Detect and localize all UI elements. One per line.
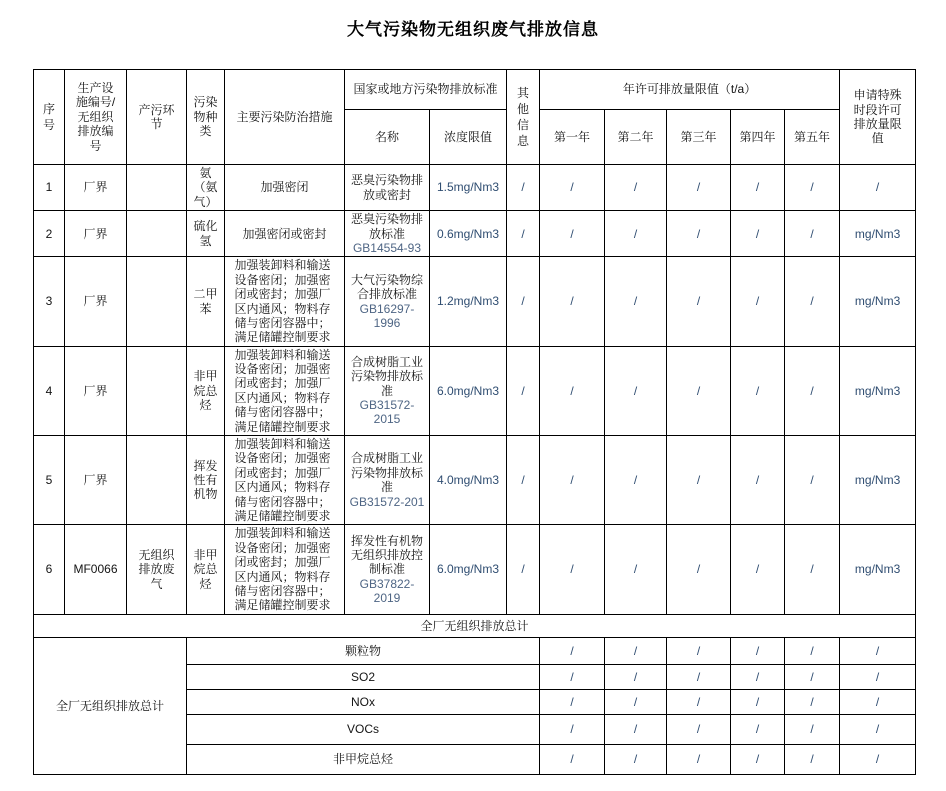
summary-value: / xyxy=(785,744,840,774)
summary-value: / xyxy=(667,664,731,689)
summary-value: / xyxy=(840,744,916,774)
header-standard-group: 国家或地方污染物排放标准 xyxy=(345,70,507,110)
header-row-1 xyxy=(34,70,916,110)
emissions-table xyxy=(33,69,916,775)
cell-standard: 恶臭污染物排放或密封 xyxy=(345,165,430,211)
cell-other: / xyxy=(507,346,540,435)
cell-pollutant: 挥发性有机物 xyxy=(187,436,225,525)
cell-year1: / xyxy=(540,257,605,346)
header-measures: 主要污染防治措施 xyxy=(225,70,345,165)
header-year-3: 第三年 xyxy=(667,110,731,165)
summary-label: 全厂无组织排放总计 xyxy=(34,637,187,774)
header-pollutant: 污染物种类 xyxy=(187,70,225,165)
cell-year1: / xyxy=(540,211,605,257)
summary-value: / xyxy=(540,637,605,664)
summary-value: / xyxy=(840,637,916,664)
cell-pollutant: 氨（氨气） xyxy=(187,165,225,211)
summary-pollutant: NOx xyxy=(187,689,540,714)
cell-year2: / xyxy=(605,525,667,614)
cell-special: mg/Nm3 xyxy=(840,257,916,346)
cell-standard: 挥发性有机物无组织排放控制标准 GB37822-2019 xyxy=(345,525,430,614)
cell-year3: / xyxy=(667,346,731,435)
cell-limit: 6.0mg/Nm3 xyxy=(430,525,507,614)
cell-year1: / xyxy=(540,165,605,211)
cell-stage xyxy=(127,211,187,257)
header-stage: 产污环节 xyxy=(127,70,187,165)
page-title: 大气污染物无组织废气排放信息 xyxy=(347,20,599,39)
table-row xyxy=(34,257,916,346)
cell-standard: 合成树脂工业污染物排放标准 GB31572-201 xyxy=(345,436,430,525)
cell-year2: / xyxy=(605,165,667,211)
cell-other: / xyxy=(507,165,540,211)
header-year-5: 第五年 xyxy=(785,110,840,165)
cell-measures: 加强装卸料和输送设备密闭；加强密闭或密封；加强厂区内通风；物料存储与密闭容器中；满足储罐控制要求 xyxy=(225,436,345,525)
cell-other: / xyxy=(507,525,540,614)
summary-value: / xyxy=(731,744,785,774)
cell-facility: 厂界 xyxy=(65,346,127,435)
cell-pollutant: 二甲苯 xyxy=(187,257,225,346)
cell-year4: / xyxy=(731,436,785,525)
cell-no: 5 xyxy=(34,436,65,525)
cell-limit: 0.6mg/Nm3 xyxy=(430,211,507,257)
header-other-info: 其他信息 xyxy=(507,70,540,165)
summary-value: / xyxy=(785,714,840,744)
table-row xyxy=(34,525,916,614)
summary-value: / xyxy=(731,689,785,714)
cell-limit: 6.0mg/Nm3 xyxy=(430,346,507,435)
cell-other: / xyxy=(507,257,540,346)
summary-value: / xyxy=(785,664,840,689)
summary-value: / xyxy=(667,714,731,744)
cell-standard: 恶臭污染物排放标准 GB14554-93 xyxy=(345,211,430,257)
summary-value: / xyxy=(840,714,916,744)
header-special: 申请特殊时段许可排放量限值 xyxy=(840,70,916,165)
cell-special: mg/Nm3 xyxy=(840,436,916,525)
table-row xyxy=(34,211,916,257)
summary-value: / xyxy=(605,744,667,774)
cell-no: 4 xyxy=(34,346,65,435)
cell-year4: / xyxy=(731,257,785,346)
summary-value: / xyxy=(605,664,667,689)
cell-year3: / xyxy=(667,257,731,346)
cell-year2: / xyxy=(605,257,667,346)
cell-other: / xyxy=(507,211,540,257)
header-year-4: 第四年 xyxy=(731,110,785,165)
cell-year5: / xyxy=(785,165,840,211)
cell-limit: 1.2mg/Nm3 xyxy=(430,257,507,346)
header-standard-name: 名称 xyxy=(345,110,430,165)
cell-year1: / xyxy=(540,346,605,435)
cell-stage xyxy=(127,436,187,525)
cell-pollutant: 非甲烷总烃 xyxy=(187,525,225,614)
table-row xyxy=(34,436,916,525)
header-year-2: 第二年 xyxy=(605,110,667,165)
cell-year3: / xyxy=(667,525,731,614)
cell-facility: 厂界 xyxy=(65,211,127,257)
summary-value: / xyxy=(840,689,916,714)
cell-limit: 1.5mg/Nm3 xyxy=(430,165,507,211)
summary-value: / xyxy=(540,744,605,774)
cell-limit: 4.0mg/Nm3 xyxy=(430,436,507,525)
cell-year5: / xyxy=(785,257,840,346)
header-no: 序号 xyxy=(34,70,65,165)
cell-pollutant: 硫化氢 xyxy=(187,211,225,257)
cell-year4: / xyxy=(731,525,785,614)
summary-value: / xyxy=(785,689,840,714)
summary-pollutant: 非甲烷总烃 xyxy=(187,744,540,774)
summary-value: / xyxy=(667,637,731,664)
cell-year1: / xyxy=(540,436,605,525)
cell-year1: / xyxy=(540,525,605,614)
table-row xyxy=(34,346,916,435)
summary-row xyxy=(34,637,916,664)
summary-pollutant: 颗粒物 xyxy=(187,637,540,664)
header-limit: 浓度限值 xyxy=(430,110,507,165)
cell-no: 2 xyxy=(34,211,65,257)
cell-no: 3 xyxy=(34,257,65,346)
header-annual-group: 年许可排放量限值（t/a） xyxy=(540,70,840,110)
cell-year3: / xyxy=(667,436,731,525)
cell-year2: / xyxy=(605,211,667,257)
cell-pollutant: 非甲烷总烃 xyxy=(187,346,225,435)
cell-special: mg/Nm3 xyxy=(840,346,916,435)
cell-special: / xyxy=(840,165,916,211)
table-row xyxy=(34,165,916,211)
cell-measures: 加强装卸料和输送设备密闭；加强密闭或密封；加强厂区内通风；物料存储与密闭容器中；满足储罐控制要求 xyxy=(225,257,345,346)
cell-special: mg/Nm3 xyxy=(840,211,916,257)
summary-value: / xyxy=(605,689,667,714)
summary-value: / xyxy=(540,664,605,689)
cell-facility: 厂界 xyxy=(65,436,127,525)
cell-year5: / xyxy=(785,436,840,525)
cell-year2: / xyxy=(605,346,667,435)
summary-value: / xyxy=(667,689,731,714)
cell-special: mg/Nm3 xyxy=(840,525,916,614)
summary-value: / xyxy=(605,637,667,664)
header-year-1: 第一年 xyxy=(540,110,605,165)
total-row-label: 全厂无组织排放总计 xyxy=(34,614,916,637)
cell-year5: / xyxy=(785,346,840,435)
cell-year4: / xyxy=(731,165,785,211)
cell-stage xyxy=(127,257,187,346)
summary-value: / xyxy=(731,664,785,689)
cell-measures: 加强密闭 xyxy=(225,165,345,211)
cell-year4: / xyxy=(731,211,785,257)
cell-stage xyxy=(127,346,187,435)
cell-standard: 大气污染物综合排放标准 GB16297-1996 xyxy=(345,257,430,346)
summary-value: / xyxy=(540,714,605,744)
cell-stage: 无组织排放废气 xyxy=(127,525,187,614)
cell-facility: 厂界 xyxy=(65,257,127,346)
cell-standard: 合成树脂工业污染物排放标准 GB31572-2015 xyxy=(345,346,430,435)
summary-value: / xyxy=(731,714,785,744)
header-facility: 生产设施编号/无组织排放编号 xyxy=(65,70,127,165)
summary-value: / xyxy=(731,637,785,664)
summary-value: / xyxy=(540,689,605,714)
summary-value: / xyxy=(785,637,840,664)
cell-measures: 加强密闭或密封 xyxy=(225,211,345,257)
summary-pollutant: SO2 xyxy=(187,664,540,689)
cell-year3: / xyxy=(667,211,731,257)
cell-year4: / xyxy=(731,346,785,435)
cell-no: 1 xyxy=(34,165,65,211)
cell-facility: MF0066 xyxy=(65,525,127,614)
cell-stage xyxy=(127,165,187,211)
summary-value: / xyxy=(605,714,667,744)
summary-value: / xyxy=(667,744,731,774)
cell-year5: / xyxy=(785,525,840,614)
cell-year2: / xyxy=(605,436,667,525)
cell-other: / xyxy=(507,436,540,525)
cell-measures: 加强装卸料和输送设备密闭；加强密闭或密封；加强厂区内通风；物料存储与密闭容器中；满足储罐控制要求 xyxy=(225,346,345,435)
cell-no: 6 xyxy=(34,525,65,614)
summary-pollutant: VOCs xyxy=(187,714,540,744)
cell-facility: 厂界 xyxy=(65,165,127,211)
cell-measures: 加强装卸料和输送设备密闭；加强密闭或密封；加强厂区内通风；物料存储与密闭容器中；满足储罐控制要求 xyxy=(225,525,345,614)
summary-value: / xyxy=(840,664,916,689)
total-row xyxy=(34,614,916,637)
cell-year5: / xyxy=(785,211,840,257)
cell-year3: / xyxy=(667,165,731,211)
